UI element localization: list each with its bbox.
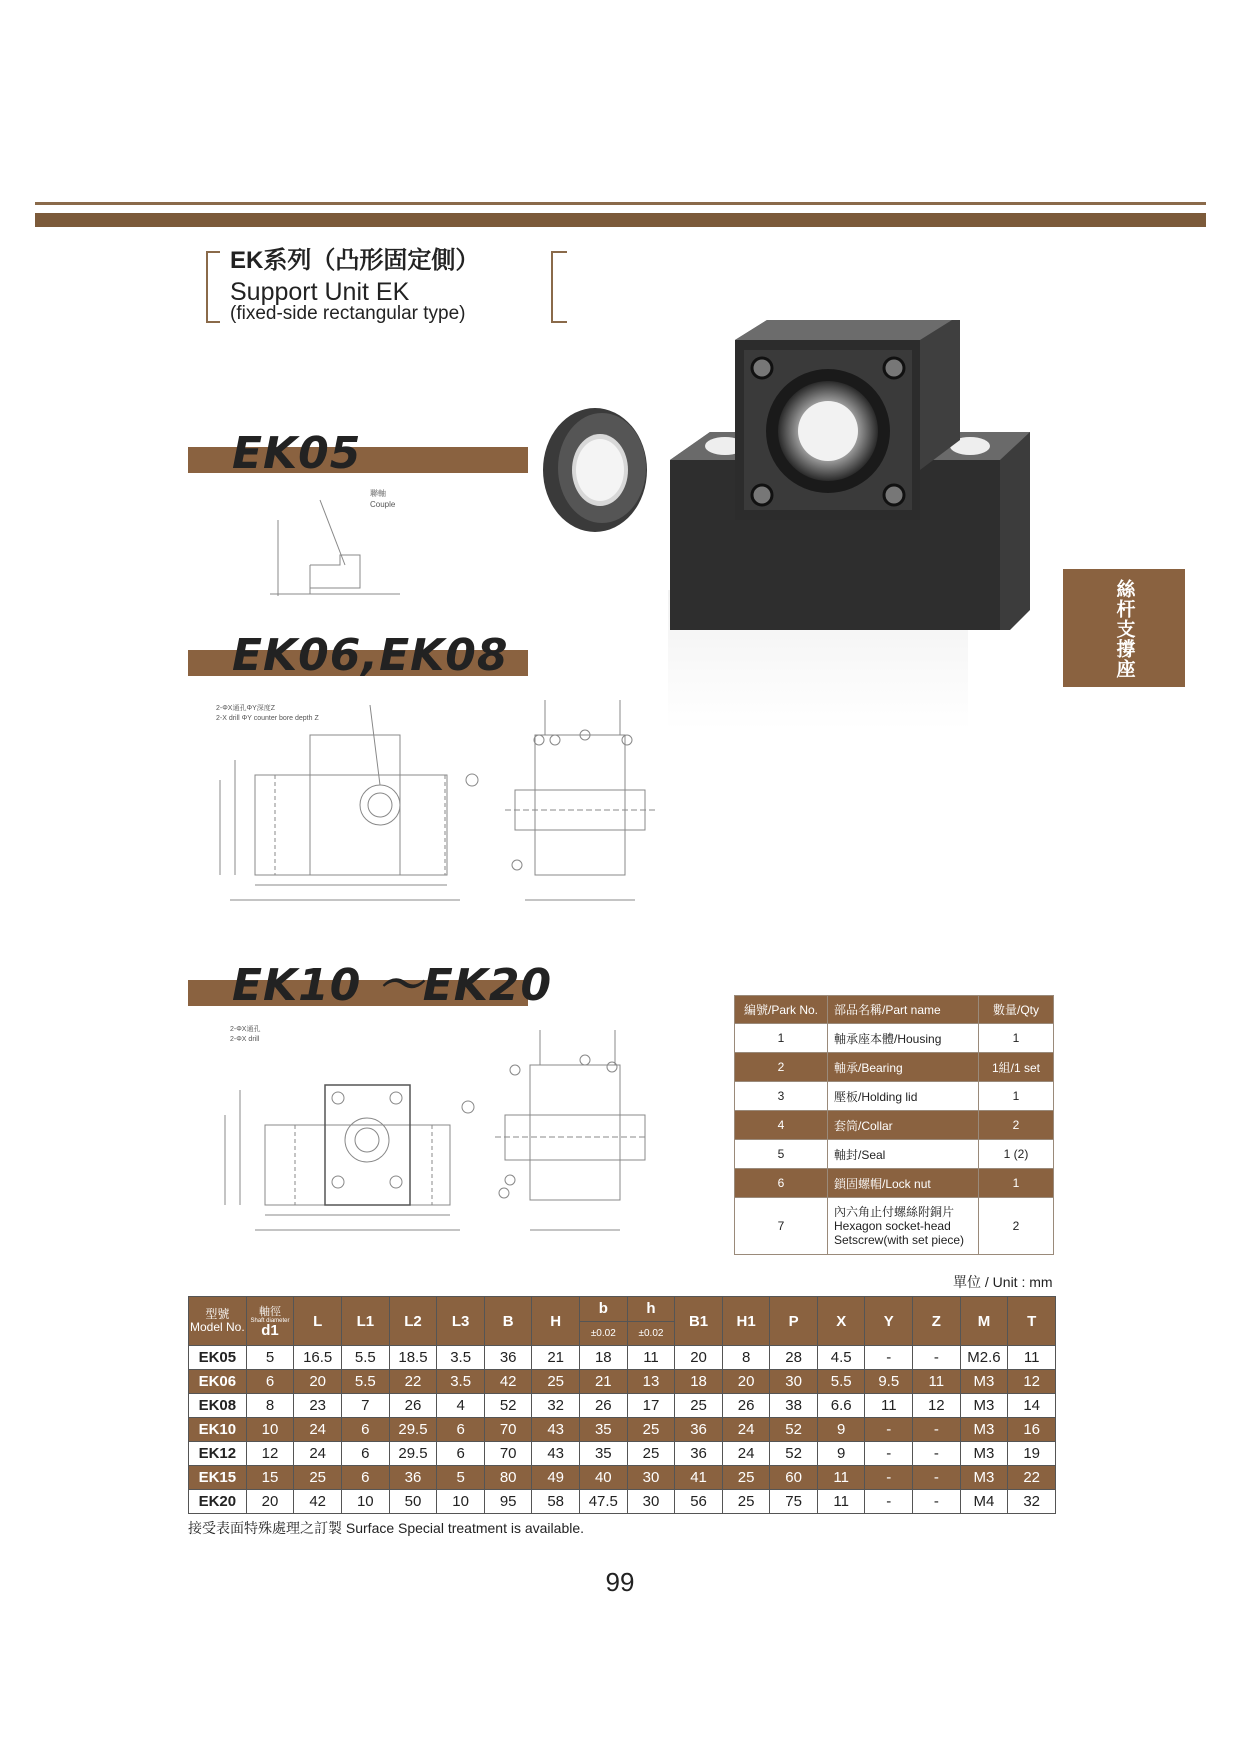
- parts-header-qty: 數量/Qty: [979, 996, 1054, 1024]
- part-no: 7: [735, 1198, 828, 1255]
- spec-cell: 21: [532, 1346, 580, 1370]
- parts-header-name: 部品名稱/Part name: [828, 996, 979, 1024]
- spec-table: [188, 1296, 1056, 1514]
- spec-cell: 10: [342, 1490, 390, 1514]
- spec-cell: 6: [437, 1418, 485, 1442]
- spec-row: [189, 1418, 1056, 1442]
- spec-cell: 42: [484, 1370, 532, 1394]
- part-name: 鎖固螺帽/Lock nut: [828, 1169, 979, 1198]
- spec-cell: 11: [913, 1370, 961, 1394]
- spec-header-model-en: Model No.: [189, 1320, 245, 1334]
- top-rule-thin: [35, 202, 1206, 205]
- spec-header-d1-small: Shaft diameter: [250, 1317, 290, 1324]
- spec-header-d1-label: d1: [261, 1321, 279, 1339]
- spec-cell: 38: [770, 1394, 818, 1418]
- spec-model-cell: EK12: [189, 1442, 247, 1466]
- spec-header-L: L: [294, 1297, 342, 1346]
- spec-cell: 36: [675, 1442, 723, 1466]
- spec-cell: 12: [913, 1394, 961, 1418]
- spec-cell: 12: [1008, 1370, 1056, 1394]
- spec-header-L3: L3: [437, 1297, 485, 1346]
- parts-row: [735, 1140, 1054, 1169]
- spec-cell: 23: [294, 1394, 342, 1418]
- part-qty: 1: [979, 1169, 1054, 1198]
- spec-header-b: b: [579, 1297, 627, 1322]
- spec-cell: -: [913, 1466, 961, 1490]
- spec-cell: 22: [389, 1370, 437, 1394]
- spec-cell: 95: [484, 1490, 532, 1514]
- spec-header-X: X: [817, 1297, 865, 1346]
- spec-cell: 11: [865, 1394, 913, 1418]
- spec-cell: 20: [722, 1370, 770, 1394]
- spec-cell: M3: [960, 1370, 1008, 1394]
- spec-cell: 5.5: [817, 1370, 865, 1394]
- parts-row: [735, 1053, 1054, 1082]
- spec-cell: 11: [627, 1346, 675, 1370]
- spec-header-Z: Z: [913, 1297, 961, 1346]
- spec-cell: 26: [579, 1394, 627, 1418]
- spec-row: [189, 1466, 1056, 1490]
- spec-cell: 25: [532, 1370, 580, 1394]
- spec-header-T: T: [1008, 1297, 1056, 1346]
- title-bracket-right: [551, 251, 567, 323]
- ek06-note-zh: 2-ΦX通孔ΦY深度Z: [216, 705, 276, 712]
- part-qty: 1: [979, 1024, 1054, 1053]
- part-qty: 2: [979, 1198, 1054, 1255]
- part-name-multiline: [828, 1198, 979, 1255]
- spec-cell: M3: [960, 1394, 1008, 1418]
- spec-cell: 6: [437, 1442, 485, 1466]
- spec-cell: 8: [722, 1346, 770, 1370]
- spec-cell: -: [865, 1346, 913, 1370]
- spec-cell: 36: [389, 1466, 437, 1490]
- spec-cell: -: [913, 1418, 961, 1442]
- spec-row: [189, 1442, 1056, 1466]
- product-photo: [540, 320, 1040, 730]
- title-bracket-left: [206, 251, 220, 323]
- part-name: 套筒/Collar: [828, 1111, 979, 1140]
- ek10-note-zh: 2-ΦX通孔: [230, 1026, 261, 1033]
- spec-header-Y: Y: [865, 1297, 913, 1346]
- spec-cell: 9: [817, 1442, 865, 1466]
- spec-header-h: h: [627, 1297, 675, 1322]
- drawing-ek06-front: [210, 690, 495, 915]
- spec-cell: M3: [960, 1442, 1008, 1466]
- spec-cell: M3: [960, 1466, 1008, 1490]
- spec-cell: 17: [627, 1394, 675, 1418]
- spec-model-cell: EK10: [189, 1418, 247, 1442]
- spec-header-H1: H1: [722, 1297, 770, 1346]
- part-name: 軸承/Bearing: [828, 1053, 979, 1082]
- spec-header-B1: B1: [675, 1297, 723, 1346]
- title-zh: EK系列（凸形固定側）: [230, 247, 480, 274]
- spec-cell: 25: [722, 1466, 770, 1490]
- part-name: 壓板/Holding lid: [828, 1082, 979, 1111]
- spec-cell: 18.5: [389, 1346, 437, 1370]
- spec-cell: 15: [246, 1466, 294, 1490]
- drawing-ek06-side: [505, 690, 655, 920]
- spec-cell: 25: [627, 1418, 675, 1442]
- spec-cell: 70: [484, 1418, 532, 1442]
- spec-header-P: P: [770, 1297, 818, 1346]
- spec-cell: 25: [294, 1466, 342, 1490]
- spec-cell: 35: [579, 1418, 627, 1442]
- part-no: 6: [735, 1169, 828, 1198]
- spec-cell: 21: [579, 1370, 627, 1394]
- spec-header-B: B: [484, 1297, 532, 1346]
- spec-row: [189, 1346, 1056, 1370]
- spec-cell: M3: [960, 1418, 1008, 1442]
- part-no: 1: [735, 1024, 828, 1053]
- drawing-ek05: [270, 480, 470, 610]
- drawing-ek10-front: [210, 1015, 495, 1240]
- spec-cell: 49: [532, 1466, 580, 1490]
- spec-cell: 24: [722, 1442, 770, 1466]
- spec-cell: M2.6: [960, 1346, 1008, 1370]
- spec-cell: 52: [484, 1394, 532, 1418]
- spec-cell: 12: [246, 1442, 294, 1466]
- spec-cell: 47.5: [579, 1490, 627, 1514]
- side-tab-label: 絲杆支撐座: [1113, 579, 1135, 679]
- spec-cell: 75: [770, 1490, 818, 1514]
- spec-row: [189, 1490, 1056, 1514]
- spec-cell: 52: [770, 1442, 818, 1466]
- part-name-line: Hexagon socket-head: [834, 1219, 951, 1233]
- spec-cell: 50: [389, 1490, 437, 1514]
- part-name: 軸承座本體/Housing: [828, 1024, 979, 1053]
- spec-cell: 3.5: [437, 1346, 485, 1370]
- page-number: 99: [605, 1567, 635, 1597]
- spec-cell: -: [865, 1418, 913, 1442]
- spec-header-H: H: [532, 1297, 580, 1346]
- parts-row: [735, 1169, 1054, 1198]
- parts-row: [735, 1111, 1054, 1140]
- spec-cell: 10: [437, 1490, 485, 1514]
- lock-nut-image: [543, 408, 647, 532]
- spec-cell: 20: [246, 1490, 294, 1514]
- spec-cell: 16: [1008, 1418, 1056, 1442]
- spec-cell: 29.5: [389, 1418, 437, 1442]
- part-qty: 1: [979, 1082, 1054, 1111]
- spec-header-h-tol: ±0.02: [627, 1321, 675, 1346]
- spec-cell: 10: [246, 1418, 294, 1442]
- spec-cell: 19: [1008, 1442, 1056, 1466]
- spec-header-M: M: [960, 1297, 1008, 1346]
- spec-cell: 5: [437, 1466, 485, 1490]
- spec-body: [189, 1346, 1056, 1514]
- spec-cell: 3.5: [437, 1370, 485, 1394]
- spec-model-cell: EK15: [189, 1466, 247, 1490]
- spec-cell: 30: [627, 1466, 675, 1490]
- spec-cell: 20: [294, 1370, 342, 1394]
- spec-header-d1: [246, 1297, 294, 1346]
- spec-cell: 24: [294, 1418, 342, 1442]
- section-label-ek10: EK10 ～EK20: [232, 960, 553, 1011]
- spec-cell: -: [865, 1442, 913, 1466]
- spec-model-cell: EK05: [189, 1346, 247, 1370]
- spec-cell: 11: [817, 1466, 865, 1490]
- part-no: 4: [735, 1111, 828, 1140]
- ek05-couple-en: Couple: [370, 500, 396, 509]
- spec-cell: 16.5: [294, 1346, 342, 1370]
- section-label-ek06: EK06,EK08: [232, 630, 509, 681]
- spec-cell: 80: [484, 1466, 532, 1490]
- spec-header-d1-zh: 軸徑: [259, 1305, 281, 1318]
- spec-cell: 29.5: [389, 1442, 437, 1466]
- part-no: 3: [735, 1082, 828, 1111]
- spec-cell: 40: [579, 1466, 627, 1490]
- spec-cell: 42: [294, 1490, 342, 1514]
- spec-cell: 36: [675, 1418, 723, 1442]
- spec-cell: 32: [1008, 1490, 1056, 1514]
- spec-cell: 22: [1008, 1466, 1056, 1490]
- drawing-ek10-side: [490, 1015, 650, 1250]
- parts-row: [735, 1024, 1054, 1053]
- spec-cell: 30: [770, 1370, 818, 1394]
- spec-cell: 70: [484, 1442, 532, 1466]
- spec-cell: 11: [1008, 1346, 1056, 1370]
- ek06-note-en: 2-X drill ΦY counter bore depth Z: [216, 715, 319, 722]
- spec-cell: 7: [342, 1394, 390, 1418]
- spec-cell: 5.5: [342, 1370, 390, 1394]
- spec-cell: 6.6: [817, 1394, 865, 1418]
- ek10-note-en: 2-ΦX drill: [230, 1036, 260, 1043]
- spec-cell: 35: [579, 1442, 627, 1466]
- spec-cell: 5.5: [342, 1346, 390, 1370]
- spec-cell: 4: [437, 1394, 485, 1418]
- spec-cell: 30: [627, 1490, 675, 1514]
- spec-cell: 52: [770, 1418, 818, 1442]
- spec-cell: 56: [675, 1490, 723, 1514]
- parts-header-no: 編號/Park No.: [735, 996, 828, 1024]
- spec-cell: 60: [770, 1466, 818, 1490]
- spec-cell: 36: [484, 1346, 532, 1370]
- spec-cell: -: [913, 1442, 961, 1466]
- spec-cell: 6: [246, 1370, 294, 1394]
- spec-cell: 41: [675, 1466, 723, 1490]
- spec-cell: 6: [342, 1466, 390, 1490]
- spec-cell: -: [865, 1466, 913, 1490]
- spec-cell: 6: [342, 1418, 390, 1442]
- spec-cell: 14: [1008, 1394, 1056, 1418]
- part-name-line: 內六角止付螺絲附銅片: [834, 1205, 955, 1219]
- spec-header-L2: L2: [389, 1297, 437, 1346]
- spec-cell: 6: [342, 1442, 390, 1466]
- part-no: 2: [735, 1053, 828, 1082]
- spec-cell: 58: [532, 1490, 580, 1514]
- parts-row: [735, 1082, 1054, 1111]
- spec-cell: 9.5: [865, 1370, 913, 1394]
- part-name-line: Setscrew(with set piece): [834, 1233, 965, 1247]
- spec-cell: 11: [817, 1490, 865, 1514]
- spec-cell: 25: [722, 1490, 770, 1514]
- spec-cell: 25: [627, 1442, 675, 1466]
- title-en: Support Unit EK: [230, 278, 410, 306]
- spec-cell: 28: [770, 1346, 818, 1370]
- spec-cell: 9: [817, 1418, 865, 1442]
- spec-cell: 43: [532, 1418, 580, 1442]
- spec-cell: M4: [960, 1490, 1008, 1514]
- part-name: 軸封/Seal: [828, 1140, 979, 1169]
- part-qty: 2: [979, 1111, 1054, 1140]
- part-qty: 1 (2): [979, 1140, 1054, 1169]
- spec-model-cell: EK08: [189, 1394, 247, 1418]
- spec-header-model: [189, 1297, 247, 1346]
- side-tab: [1063, 569, 1185, 687]
- spec-row: [189, 1370, 1056, 1394]
- spec-cell: 24: [722, 1418, 770, 1442]
- spec-header-b-tol: ±0.02: [579, 1321, 627, 1346]
- spec-cell: 20: [675, 1346, 723, 1370]
- spec-cell: 4.5: [817, 1346, 865, 1370]
- part-no: 5: [735, 1140, 828, 1169]
- spec-header-model-zh: 型號: [205, 1307, 230, 1321]
- spec-cell: 25: [675, 1394, 723, 1418]
- title-subtitle: (fixed-side rectangular type): [230, 303, 466, 324]
- spec-cell: 18: [675, 1370, 723, 1394]
- unit-label: 單位 / Unit : mm: [953, 1274, 1053, 1290]
- spec-cell: 32: [532, 1394, 580, 1418]
- section-label-ek05: EK05: [232, 428, 362, 479]
- spec-cell: 26: [389, 1394, 437, 1418]
- spec-cell: 18: [579, 1346, 627, 1370]
- spec-cell: 13: [627, 1370, 675, 1394]
- part-qty: 1組/1 set: [979, 1053, 1054, 1082]
- spec-model-cell: EK06: [189, 1370, 247, 1394]
- spec-model-cell: EK20: [189, 1490, 247, 1514]
- spec-cell: -: [913, 1490, 961, 1514]
- parts-row: [735, 1198, 1054, 1255]
- spec-cell: 26: [722, 1394, 770, 1418]
- spec-cell: 5: [246, 1346, 294, 1370]
- ek05-couple-zh: 聯軸: [370, 489, 386, 498]
- parts-table: [734, 995, 1054, 1255]
- spec-cell: 43: [532, 1442, 580, 1466]
- top-rule-thick: [35, 213, 1206, 227]
- spec-header-L1: L1: [342, 1297, 390, 1346]
- housing-image: [670, 320, 1030, 630]
- spec-row: [189, 1394, 1056, 1418]
- spec-cell: -: [865, 1490, 913, 1514]
- spec-cell: 24: [294, 1442, 342, 1466]
- spec-cell: -: [913, 1346, 961, 1370]
- spec-cell: 8: [246, 1394, 294, 1418]
- footnote: 接受表面特殊處理之訂製 Surface Special treatment is available.: [188, 1520, 585, 1536]
